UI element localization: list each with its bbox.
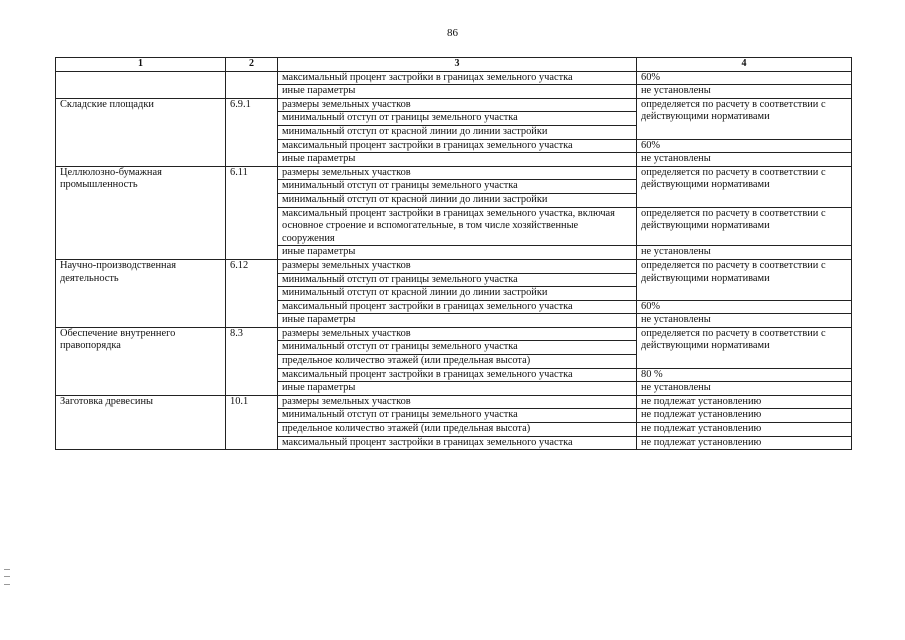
table-row <box>56 166 852 180</box>
parameter-value: 60% <box>637 300 852 314</box>
parameter-name: иные параметры <box>278 382 637 396</box>
parameter-value: определяется по расчету в соответствии с действующими нормативами <box>637 207 852 246</box>
parameter-value: не установлены <box>637 246 852 260</box>
parameter-name: минимальный отступ от границы земельного участка <box>278 341 637 355</box>
parameter-value: не подлежат установлению <box>637 423 852 437</box>
header-col-4: 4 <box>637 58 852 72</box>
parameter-value: не установлены <box>637 314 852 328</box>
land-use-type: Научно-производственная деятельность <box>56 259 226 327</box>
parameter-name: предельное количество этажей (или предельная высота) <box>278 355 637 369</box>
land-use-code <box>226 71 278 98</box>
parameter-name: размеры земельных участков <box>278 259 637 273</box>
table-row <box>56 395 852 409</box>
parameter-name: максимальный процент застройки в границах земельного участка <box>278 368 637 382</box>
parameter-value: не установлены <box>637 382 852 396</box>
land-use-type <box>56 71 226 98</box>
parameter-name: максимальный процент застройки в границах земельного участка, включая основное строение и вспомогательные, в том числе хозяйственные сооружения <box>278 207 637 246</box>
parameter-name: иные параметры <box>278 153 637 167</box>
parameter-value: 60% <box>637 71 852 85</box>
header-col-2: 2 <box>226 58 278 72</box>
parameter-name: размеры земельных участков <box>278 166 637 180</box>
parameter-name: размеры земельных участков <box>278 98 637 112</box>
parameter-value: не установлены <box>637 153 852 167</box>
parameter-name: предельное количество этажей (или предельная высота) <box>278 423 637 437</box>
parameter-value: определяется по расчету в соответствии с действующими нормативами <box>637 327 852 368</box>
parameter-value: определяется по расчету в соответствии с действующими нормативами <box>637 166 852 207</box>
page-number: 86 <box>447 27 458 39</box>
parameter-value: не подлежат установлению <box>637 395 852 409</box>
parameter-value: не установлены <box>637 85 852 99</box>
parameter-name: размеры земельных участков <box>278 395 637 409</box>
parameter-name: минимальный отступ от границы земельного участка <box>278 273 637 287</box>
land-use-type: Складские площадки <box>56 98 226 166</box>
land-use-code: 6.11 <box>226 166 278 259</box>
table-row <box>56 71 852 85</box>
land-use-code: 6.9.1 <box>226 98 278 166</box>
parameter-value: определяется по расчету в соответствии с действующими нормативами <box>637 259 852 300</box>
land-use-parameters-table <box>55 57 852 450</box>
parameter-name: иные параметры <box>278 314 637 328</box>
parameter-name: размеры земельных участков <box>278 327 637 341</box>
table-row <box>56 98 852 112</box>
table-body <box>56 71 852 450</box>
parameter-name: иные параметры <box>278 246 637 260</box>
table-row <box>56 259 852 273</box>
land-use-code: 6.12 <box>226 259 278 327</box>
parameter-name: максимальный процент застройки в границах земельного участка <box>278 71 637 85</box>
parameter-name: минимальный отступ от границы земельного участка <box>278 409 637 423</box>
parameter-name: минимальный отступ от границы земельного участка <box>278 180 637 194</box>
land-use-type: Заготовка древесины <box>56 395 226 449</box>
parameter-name: минимальный отступ от красной линии до линии застройки <box>278 193 637 207</box>
land-use-type: Целлюлозно-бумажная промышленность <box>56 166 226 259</box>
parameter-name: максимальный процент застройки в границах земельного участка <box>278 139 637 153</box>
parameter-name: иные параметры <box>278 85 637 99</box>
land-use-type: Обеспечение внутреннего правопорядка <box>56 327 226 395</box>
header-col-1: 1 <box>56 58 226 72</box>
land-use-code: 8.3 <box>226 327 278 395</box>
parameter-value: определяется по расчету в соответствии с действующими нормативами <box>637 98 852 139</box>
parameter-name: минимальный отступ от красной линии до линии застройки <box>278 125 637 139</box>
parameter-name: максимальный процент застройки в границах земельного участка <box>278 436 637 450</box>
header-row <box>56 58 852 72</box>
parameter-value: 80 % <box>637 368 852 382</box>
header-col-3: 3 <box>278 58 637 72</box>
parameter-value: не подлежат установлению <box>637 409 852 423</box>
parameter-name: минимальный отступ от красной линии до линии застройки <box>278 287 637 301</box>
parameter-name: минимальный отступ от границы земельного участка <box>278 112 637 126</box>
parameter-value: 60% <box>637 139 852 153</box>
parameter-name: максимальный процент застройки в границах земельного участка <box>278 300 637 314</box>
land-use-code: 10.1 <box>226 395 278 449</box>
margin-scan-mark <box>4 569 10 585</box>
parameter-value: не подлежат установлению <box>637 436 852 450</box>
table-row <box>56 327 852 341</box>
